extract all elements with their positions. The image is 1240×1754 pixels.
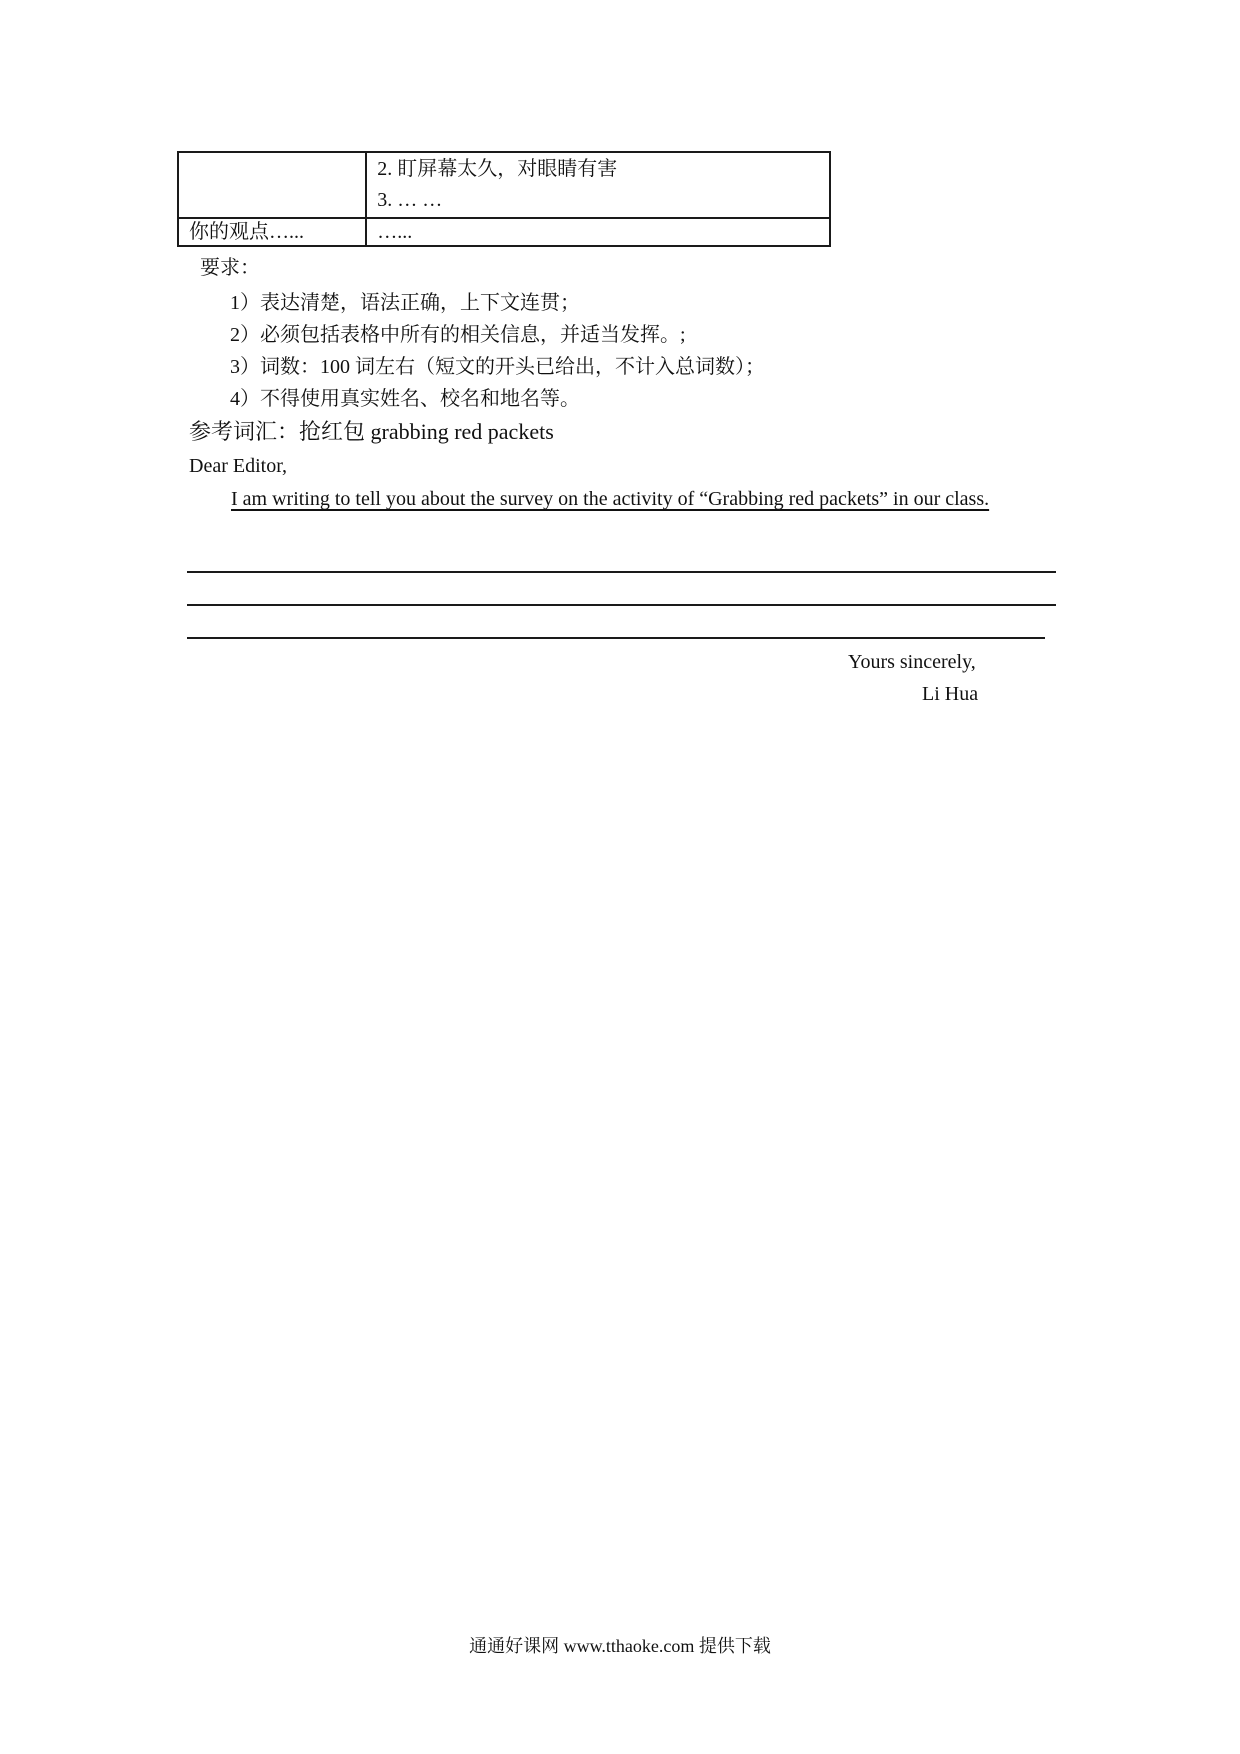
letter-signature: Li Hua <box>922 683 979 705</box>
requirement-item: 3）词数：100 词左右（短文的开头已给出，不计入总词数）； <box>230 356 765 378</box>
table-row <box>178 218 830 246</box>
table-row <box>178 152 830 218</box>
table-cell-content: …... <box>366 218 830 246</box>
requirements-list <box>230 289 765 417</box>
requirement-item: 1）表达清楚，语法正确，上下文连贯； <box>230 292 580 314</box>
writing-line <box>187 604 1056 606</box>
page-footer: 通通好课网 www.tthaoke.com 提供下载 <box>469 1636 771 1656</box>
writing-line <box>187 571 1056 573</box>
survey-info-table <box>177 151 831 247</box>
table-cell-label <box>178 152 366 218</box>
reference-vocabulary: 参考词汇：抢红包 grabbing red packets <box>189 419 554 444</box>
table-cell-line: 2. 盯屏幕太久，对眼睛有害 <box>377 158 618 180</box>
letter-closing: Yours sincerely, <box>848 651 976 673</box>
requirement-item: 4）不得使用真实姓名、校名和地名等。 <box>230 388 580 410</box>
letter-salutation: Dear Editor, <box>189 455 288 477</box>
writing-line <box>187 637 1045 639</box>
table-cell-content <box>366 152 830 218</box>
requirements-title: 要求： <box>200 257 260 279</box>
requirement-item: 2）必须包括表格中所有的相关信息，并适当发挥。; <box>230 324 686 346</box>
table-cell-label: 你的观点…... <box>178 218 366 246</box>
letter-opening: I am writing to tell you about the survey on the activity of “Grabbing red packets” in our class. <box>231 488 990 510</box>
table-cell-line: 3. … … <box>377 189 443 211</box>
